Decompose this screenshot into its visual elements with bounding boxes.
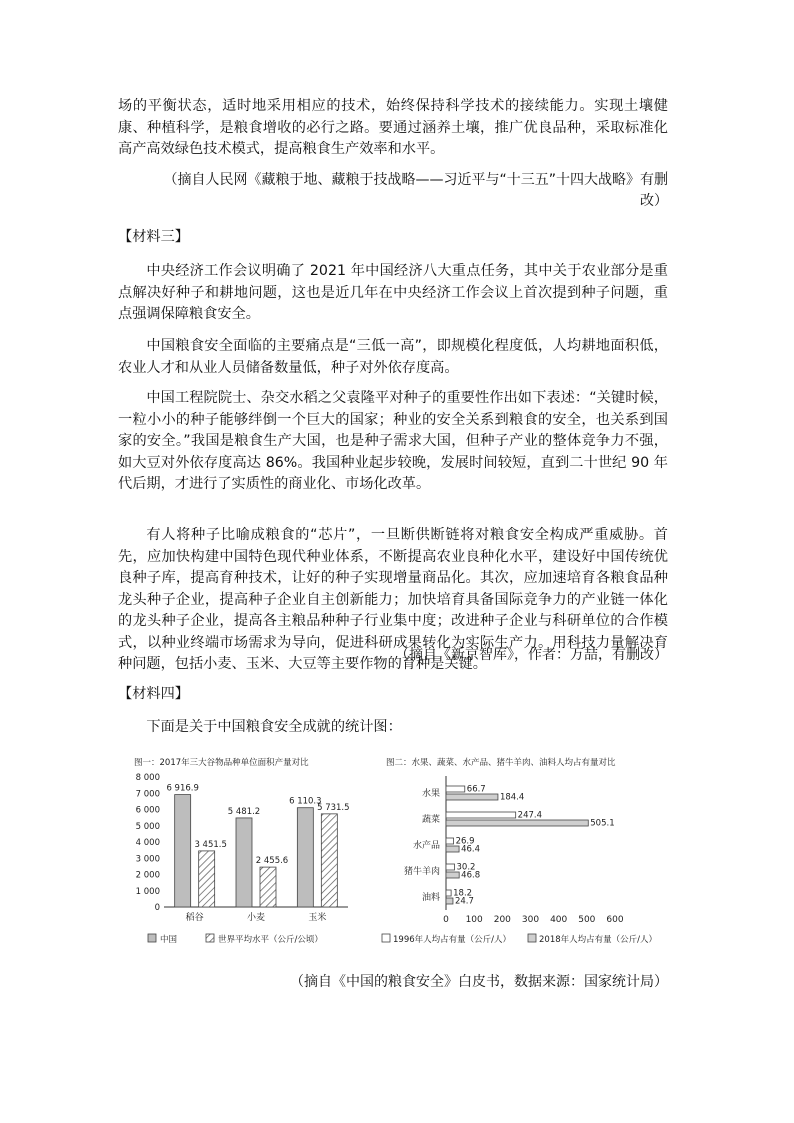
chart2-data-label: 46.8 [461, 870, 481, 881]
chart2-xtick-label: 100 [465, 915, 483, 925]
chart2-xtick-label: 300 [521, 915, 540, 925]
chart1-category-label: 稻谷 [185, 913, 204, 923]
chart2-bar-1996 [446, 812, 516, 818]
chart1-bar-world [199, 851, 215, 907]
chart2-bar-1996 [446, 864, 455, 870]
chart2-category-label: 水产品 [412, 841, 440, 851]
chart2-xtick-label: 200 [493, 915, 511, 925]
source-citation-2: （摘自人民网《藏粮于地、藏粮于技战略——习近平与“十三五”十四大战略》有删改） [163, 172, 668, 209]
chart1-bar-china [297, 808, 313, 907]
chart1-ytick-label: 8 000 [135, 773, 160, 783]
chart1-data-label: 3 451.5 [194, 839, 227, 850]
chart2-data-label: 505.1 [590, 818, 615, 829]
chart1-bar-china [236, 818, 252, 907]
chart-grain-yield [118, 750, 380, 950]
paragraph-4: 下面是关于中国粮食安全成就的统计图： [146, 719, 402, 735]
chart2-legend-swatch-1996 [382, 934, 390, 942]
chart1-ytick-label: 4 000 [135, 838, 160, 848]
chart2-data-label: 24.7 [454, 896, 474, 907]
chart2-data-label: 26.9 [455, 836, 475, 847]
chart2-category-label: 蔬菜 [421, 815, 440, 825]
chart1-bar-world [321, 814, 337, 907]
chart2-bar-2018 [446, 898, 453, 904]
source-citation-3: （摘自《新京智库》，作者：万喆，有删改） [395, 647, 668, 663]
chart2-bar-2018 [446, 794, 498, 800]
heading-material-4: 【材料四】 [118, 686, 189, 702]
chart2-title: 图二：水果、蔬菜、水产品、猪牛羊肉、油料人均占有量对比 [386, 758, 616, 768]
chart2-bar-2018 [446, 872, 459, 878]
chart2-data-label: 18.2 [453, 888, 473, 899]
chart1-ytick-label: 7 000 [135, 789, 160, 800]
chart1-ytick-label: 5 000 [135, 821, 160, 832]
chart2-bar-2018 [446, 820, 588, 826]
chart2-bar-2018 [446, 846, 459, 852]
chart2-category-label: 水果 [421, 789, 440, 799]
chart1-data-label: 5 731.5 [317, 802, 350, 813]
chart2-xtick-label: 0 [443, 915, 449, 925]
chart2-xtick-label: 500 [578, 915, 596, 925]
chart1-legend-swatch-world [206, 934, 214, 942]
chart2-xtick-label: 400 [550, 915, 568, 925]
paragraph-3d: 有人将种子比喻成粮食的“芯片”，一旦断供断链将对粮食安全构成严重威胁。首先，应加快构建中国特色现代种业体系，不断提高农业良种化水平，建设好中国传统优良种子库，提高育种技术，让好的种子实现增量商品化。其次，应加速培育各粮食品种龙头种子企业，提高种子企业自主创新能力；加快培育具备国际竞争力的产业链一体化的龙头种子企业，提高各主粮品种种子行业集中度；改进种子企业与科研单位的合作模式，以种业终端市场需求为导向，促进科研成果转化为实际生产力。用科技力量解决育种问题，包括小麦、玉米、大豆等主要作物的育种是关键。 [118, 527, 668, 672]
chart1-ytick-label: 6 000 [135, 805, 160, 816]
chart1-ytick-label: 2 000 [135, 870, 160, 881]
chart1-title: 图一：2017年三大谷物品种单位面积产量对比 [134, 758, 309, 768]
chart1-ytick-label: 0 [154, 903, 160, 913]
chart2-bar-1996 [446, 890, 451, 896]
chart1-legend-swatch-china [148, 934, 156, 942]
paragraph-3a: 中央经济工作会议明确了 2021 年中国经济八大重点任务，其中关于农业部分是重点解决好种子和耕地问题，这也是近几年在中央经济工作会议上首次提到种子问题，重点强调保障粮食安全。 [118, 263, 668, 322]
chart1-data-label: 2 455.6 [255, 856, 289, 867]
chart1-data-label: 6 110.3 [289, 796, 322, 807]
chart2-data-label: 66.7 [466, 784, 486, 795]
paragraph-3b: 中国粮食安全面临的主要痛点是“三低一高”，即规模化程度低，人均耕地面积低，农业人才和从业人员储备数量低，种子对外依存度高。 [118, 338, 668, 376]
paragraph-3c: 中国工程院院士、杂交水稻之父袁隆平对种子的重要性作出如下表述：“关键时候，一粒小小的种子能够绊倒一个巨大的国家；种业的安全关系到粮食的安全，也关系到国家的安全。”我国是粮食生产大国，也是种子需求大国，但种子产业的整体竞争力不强，如大豆对外依存度高达 86%。我国种业起步较晚，发展时间较短，直到二十世纪 90 年代后期，才进行了实质性的商业化、市场化改革。 [118, 390, 668, 492]
chart2-legend-1996: 1996年人均占有量（公斤/人） [393, 935, 511, 945]
chart1-legend-china: 中国 [160, 935, 178, 945]
chart1-ytick-label: 1 000 [135, 886, 160, 897]
chart1-bar-world [260, 867, 276, 907]
chart2-legend-2018: 2018年人均占有量（公斤/人） [539, 935, 657, 945]
chart2-bar-1996 [446, 838, 454, 844]
chart1-data-label: 6 916.9 [166, 783, 199, 794]
chart2-data-label: 46.4 [461, 844, 481, 855]
chart2-category-label: 猪牛羊肉 [403, 867, 440, 877]
chart2-xtick-label: 600 [606, 915, 624, 925]
paragraph-continuation: 场的平衡状态，适时地采用相应的技术，始终保持科学技术的接续能力。实现土壤健康、种植科学，是粮食增收的必行之路。要通过涵养土壤，推广优良品种，采取标准化高产高效绿色技术模式，提高粮食生产效率和水平。 [118, 98, 668, 157]
chart2-data-label: 30.2 [456, 862, 476, 873]
chart2-bar-1996 [446, 786, 465, 792]
source-citation-4: （摘自《中国的粮食安全》白皮书，数据来源：国家统计局） [290, 974, 668, 990]
chart2-category-label: 油料 [421, 893, 440, 903]
chart2-data-label: 247.4 [517, 810, 543, 821]
chart1-data-label: 5 481.2 [227, 806, 261, 817]
chart-per-capita [380, 750, 680, 950]
chart1-legend-world: 世界平均水平（公斤/公顷） [218, 935, 323, 945]
chart1-category-label: 玉米 [308, 913, 327, 923]
chart1-ytick-label: 3 000 [135, 854, 160, 865]
chart1-bar-china [175, 795, 191, 907]
chart2-data-label: 184.4 [499, 792, 525, 803]
heading-material-3: 【材料三】 [118, 229, 189, 245]
chart1-category-label: 小麦 [246, 913, 266, 923]
chart2-legend-swatch-2018 [528, 934, 536, 942]
